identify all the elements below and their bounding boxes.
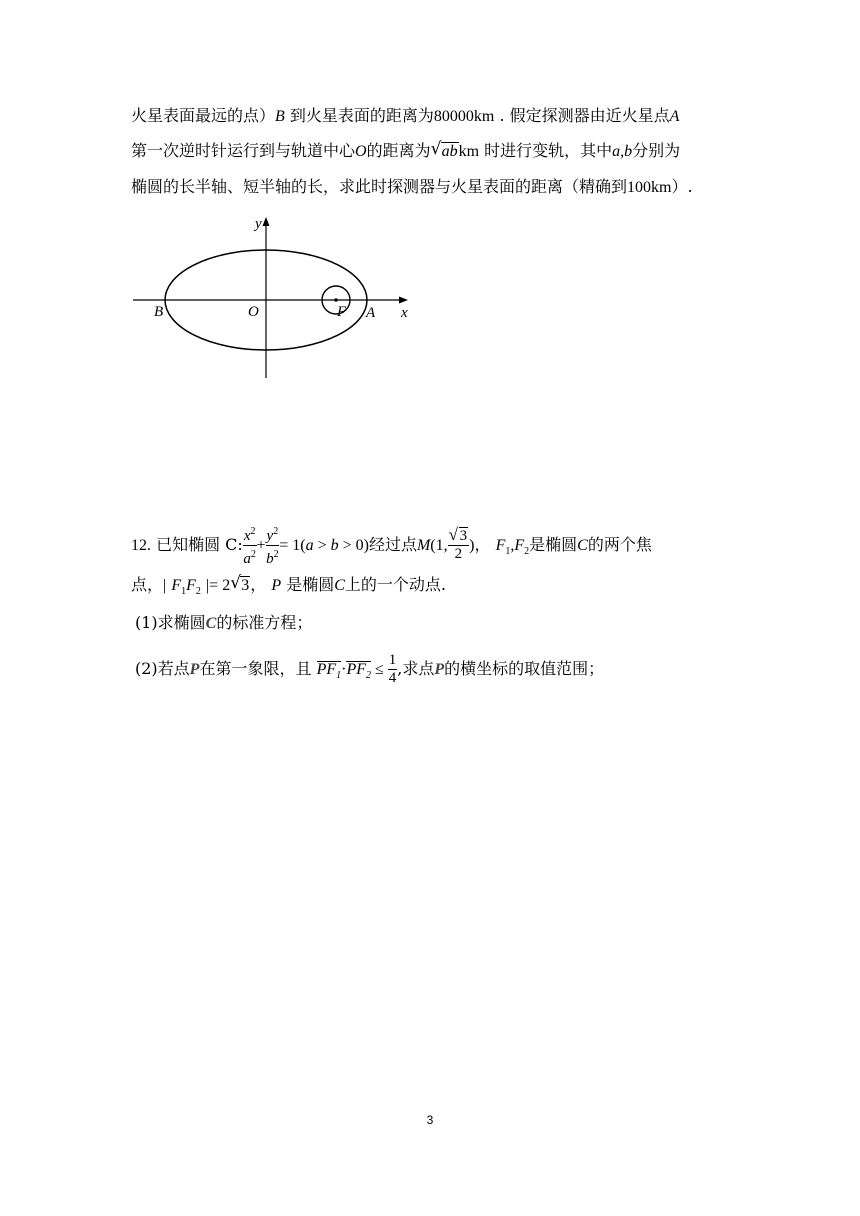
curve-c: C bbox=[577, 537, 588, 554]
comma: ， bbox=[474, 535, 491, 554]
paren: ) bbox=[469, 537, 475, 554]
exp: 2 bbox=[273, 526, 279, 537]
text: 点， bbox=[131, 575, 164, 594]
point-p: P bbox=[189, 661, 200, 678]
denominator: 2 bbox=[454, 546, 463, 562]
comma: ， bbox=[250, 575, 267, 594]
point-a: A bbox=[669, 108, 680, 125]
vertex-b-label: B bbox=[154, 304, 164, 320]
text: 已知椭圆 C: bbox=[156, 535, 243, 554]
sub: 1 bbox=[505, 546, 511, 558]
text: 到火星表面的距离为 bbox=[289, 106, 434, 125]
var: b bbox=[330, 537, 339, 554]
frac-y2-b2 bbox=[266, 523, 280, 568]
exp: 2 bbox=[250, 549, 256, 560]
var: x bbox=[243, 528, 251, 544]
p12-line-1 bbox=[131, 523, 652, 569]
plus: + bbox=[256, 537, 266, 554]
p11-line-3 bbox=[131, 177, 693, 198]
point-p: P bbox=[434, 661, 445, 678]
text: . 假定探测器由近火星点 bbox=[499, 106, 670, 125]
paren: ( bbox=[300, 537, 306, 554]
text: 经过点 bbox=[368, 535, 417, 554]
vector-pf1 bbox=[317, 661, 342, 684]
vec-text: PF bbox=[316, 661, 337, 678]
text: 在第一象限，且 bbox=[199, 659, 312, 678]
text: 是椭圆 bbox=[529, 535, 578, 554]
var: a bbox=[305, 537, 314, 554]
text: ）. bbox=[671, 177, 693, 196]
text: (1)求椭圆 bbox=[135, 613, 206, 632]
radicand: ab bbox=[441, 143, 458, 160]
vector-pf2 bbox=[346, 661, 371, 684]
text: 上的一个动点. bbox=[344, 575, 446, 594]
frac-sqrt3-2 bbox=[448, 528, 470, 563]
radicand: 3 bbox=[241, 577, 250, 594]
focus-f1: F bbox=[495, 537, 506, 554]
var: y bbox=[266, 528, 274, 544]
numerator: 1 bbox=[388, 652, 397, 668]
text: 时进行变轨，其中 bbox=[484, 141, 613, 160]
x-axis-arrow bbox=[399, 297, 408, 304]
unit-km: km bbox=[458, 143, 480, 160]
focus-f2: F bbox=[514, 537, 525, 554]
text: 的标准方程； bbox=[216, 613, 313, 632]
dot: · bbox=[341, 661, 347, 678]
sub: 1 bbox=[336, 670, 342, 682]
exp: 2 bbox=[273, 549, 279, 560]
coord: (1, bbox=[430, 537, 448, 554]
text: (2)若点 bbox=[135, 659, 190, 678]
focus-f2: F bbox=[186, 577, 196, 594]
sqrt-ab bbox=[431, 141, 459, 162]
sub: 1 bbox=[181, 586, 187, 598]
p12-line-2 bbox=[131, 575, 446, 602]
text: 的横坐标的取值范围； bbox=[444, 659, 605, 678]
problem-number: 12. bbox=[131, 537, 151, 554]
var: b bbox=[266, 551, 274, 567]
text: ,求点 bbox=[397, 659, 435, 678]
sqrt-3 bbox=[230, 575, 250, 596]
y-axis-label: y bbox=[255, 216, 262, 232]
text: 第一次逆时针运行到与轨道中心 bbox=[131, 141, 356, 160]
text: 分别为 bbox=[632, 141, 681, 160]
text: 椭圆的长半轴、短半轴的长，求此时探测器与火星表面的距离（精确到 bbox=[131, 177, 628, 196]
equals-one: = 1 bbox=[279, 537, 301, 554]
sep: , bbox=[510, 537, 515, 554]
x-axis-label: x bbox=[401, 305, 408, 321]
p11-line-1 bbox=[131, 106, 679, 127]
page-number: 3 bbox=[426, 1113, 434, 1127]
text: 的距离为 bbox=[366, 141, 431, 160]
denominator: 4 bbox=[388, 670, 397, 686]
ellipse-orbit-figure bbox=[128, 212, 428, 384]
frac-1-4 bbox=[388, 652, 398, 687]
le: ≤ bbox=[370, 661, 388, 678]
radicand: 3 bbox=[459, 528, 468, 544]
gt-zero: > 0 bbox=[338, 537, 364, 554]
abs-eq: |= 2 bbox=[205, 577, 231, 594]
gt: > bbox=[313, 537, 331, 554]
sub: 2 bbox=[524, 546, 530, 558]
abs: | bbox=[163, 577, 167, 594]
p12-question-1 bbox=[135, 613, 312, 634]
focus-f1: F bbox=[171, 577, 182, 594]
vertex-a-label: A bbox=[366, 305, 376, 321]
paren: ) bbox=[363, 537, 369, 554]
frac-x2-a2 bbox=[243, 523, 257, 568]
curve-c: C bbox=[205, 615, 217, 632]
focus-point bbox=[334, 298, 338, 302]
distance-value: 80000km bbox=[433, 108, 495, 125]
text: 火星表面最远的点） bbox=[131, 106, 276, 125]
point-b: B bbox=[275, 108, 285, 125]
sub: 2 bbox=[195, 586, 201, 598]
origin-label: O bbox=[248, 304, 259, 320]
p11-line-2 bbox=[131, 141, 680, 162]
focus-f-label: F bbox=[337, 304, 347, 320]
sub: 2 bbox=[365, 670, 371, 682]
precision-value: 100km bbox=[627, 179, 672, 196]
point-m: M bbox=[416, 537, 431, 554]
var: a bbox=[243, 551, 251, 567]
p12-question-2 bbox=[135, 652, 604, 687]
vars-ab: a,b bbox=[612, 143, 633, 160]
vec-text: PF bbox=[346, 661, 366, 678]
text: 的两个焦 bbox=[587, 535, 652, 554]
curve-c: C bbox=[334, 577, 345, 594]
y-axis-arrow bbox=[263, 217, 270, 226]
point-o: O bbox=[355, 143, 367, 160]
text: 是椭圆 bbox=[286, 575, 335, 594]
exp: 2 bbox=[250, 526, 256, 537]
point-p: P bbox=[271, 577, 282, 594]
